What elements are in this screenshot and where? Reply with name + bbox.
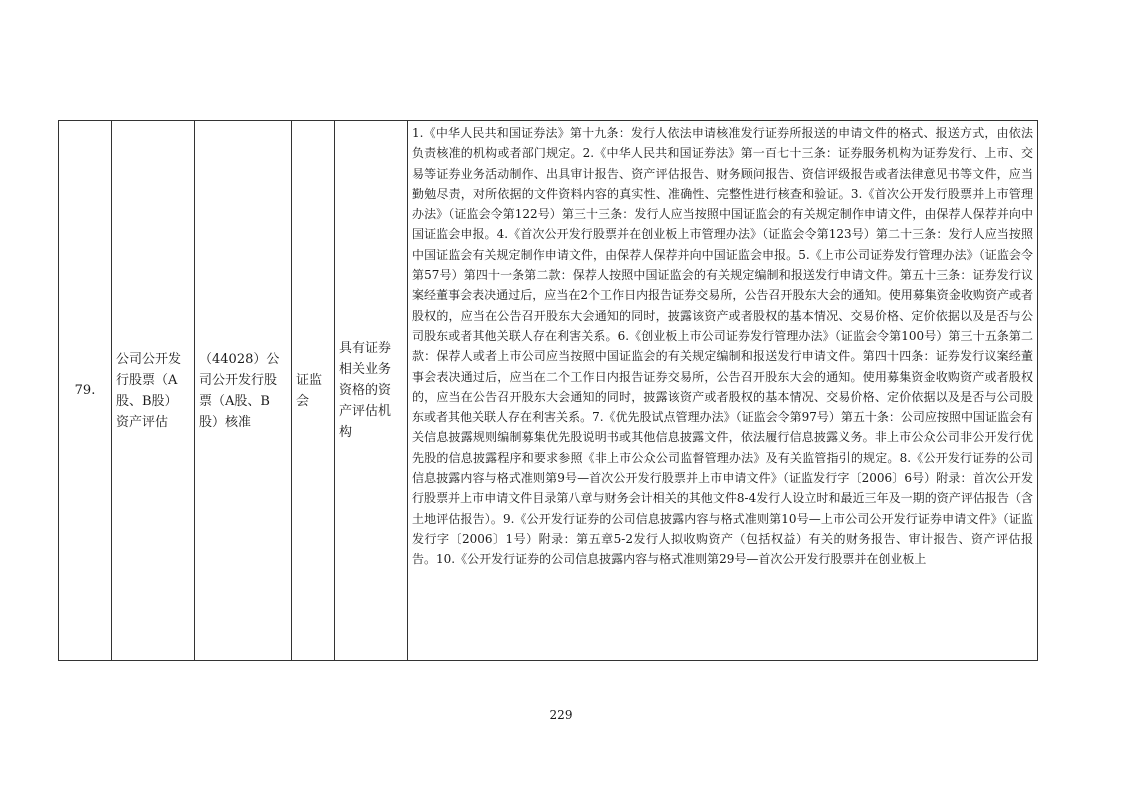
approval-item: （44028）公司公开发行股票（A股、B股）核准	[195, 121, 292, 661]
service-provider-requirement: 具有证券相关业务资格的资产评估机构	[335, 121, 408, 661]
basis-clause: 4.《首次公开发行股票并在创业板上市管理办法》（证监会令第123号）第二十三条：发行人应当按照中国证监会有关规定制作申请文件，由保荐人保荐并向中国证监会申报。	[412, 227, 1033, 262]
basis-clause: 10.《公开发行证券的公司信息披露内容与格式准则第29号—首次公开发行股票并在创业板上	[436, 552, 927, 567]
basis-clause: 8.《公开发行证券的公司信息披露内容与格式准则第9号—首次公开发行股票并上市申请文件》（证监发行字〔2006〕6号）附录：首次公开发行股票并上市申请文件目录第八章与财务会计相关的其他文件8-4发行人设立时和最近三年及一期的资产评估报告（含土地评估报告）。	[412, 450, 1033, 526]
approval-items-table	[58, 120, 1038, 661]
basis-clause: 1.《中华人民共和国证券法》第十九条：发行人依法申请核准发行证券所报送的申请文件的格式、报送方式，由依法负责核准的机构或者部门规定。	[412, 126, 1033, 161]
legal-basis	[408, 121, 1038, 661]
page-number: 229	[549, 708, 573, 722]
approving-authority: 证监会	[292, 121, 335, 661]
basis-clause: 2.《中华人民共和国证券法》第一百七十三条：证券服务机构为证券发行、上市、交易等证券业务活动制作、出具审计报告、资产评估报告、财务顾问报告、资信评级报告或者法律意见书等文件，应当勤勉尽责，对所依据的文件资料内容的真实性、准确性、完整性进行核查和验证。	[412, 146, 1033, 201]
basis-clause: 5.《上市公司证券发行管理办法》（证监会令第57号）第四十一条第二款：保荐人按照中国证监会的有关规定编制和报送发行申请文件。第五十三条：证券发行议案经董事会表决通过后，应当在2个工作日内报告证券交易所，公告召开股东大会的通知。使用募集资金收购资产或者股权的，应当在公告召开股东大会通知的同时，披露该资产或者股权的基本情况、交易价格、定价依据以及是否与公司股东或者其他关联人存在利害关系。	[412, 247, 1033, 343]
service-item: 公司公开发行股票（A股、B股）资产评估	[112, 121, 195, 661]
table-row	[59, 121, 1038, 661]
basis-clause: 7.《优先股试点管理办法》（证监会令第97号）第五十条：公司应按照中国证监会有关信息披露规则编制募集优先股说明书或其他信息披露文件，依法履行信息披露义务。非上市公众公司非公开发行优先股的信息披露程序和要求参照《非上市公众公司监督管理办法》及有关监管指引的规定。	[412, 410, 1033, 465]
basis-clause: 6.《创业板上市公司证券发行管理办法》（证监会令第100号）第三十五条第二款：保荐人或者上市公司应当按照中国证监会的有关规定编制和报送发行申请文件。第四十四条：证券发行议案经董事会表决通过后，应当在二个工作日内报告证券交易所，公告召开股东大会的通知。使用募集资金收购资产或者股权的，应当在公告召开股东大会通知的同时，披露该资产或者股权的基本情况、交易价格、定价依据以及是否与公司股东或者其他关联人存在利害关系。	[412, 328, 1033, 425]
basis-clause: 9.《公开发行证券的公司信息披露内容与格式准则第10号—上市公司公开发行证券申请文件》（证监发行字〔2006〕1号）附录：第五章5-2发行人拟收购资产（包括权益）有关的财务报告、审计报告、资产评估报告。	[412, 511, 1033, 567]
basis-clause: 3.《首次公开发行股票并上市管理办法》（证监会令第122号）第三十三条：发行人应当按照中国证监会的有关规定制作申请文件，由保荐人保荐并向中国证监会申报。	[412, 186, 1033, 242]
row-number: 79.	[59, 121, 112, 661]
